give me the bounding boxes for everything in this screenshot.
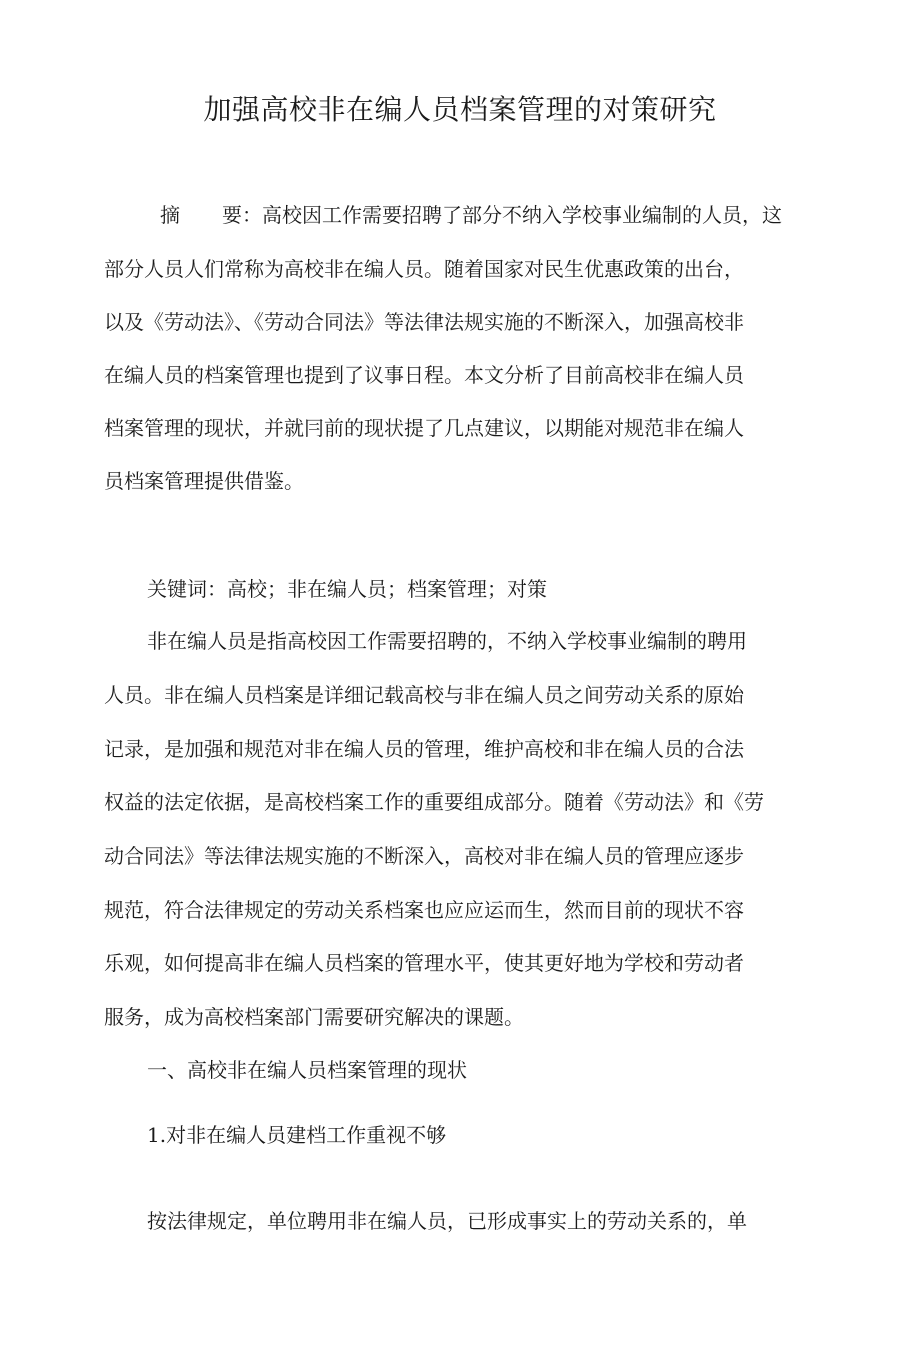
abstract-label-first: 摘 [160, 203, 180, 227]
abstract-line-5: 档案管理的现状，并就冃前的现状提了几点建议，以期能对规范非在编人 [104, 416, 744, 440]
abstract-first-line [160, 200, 782, 230]
body-paragraph-line: 按法律规定，单位聘用非在编人员，已形成事实上的劳动关系的，单 [147, 1209, 747, 1233]
document-title: 加强高校非在编人员档案管理的对策研究 [203, 93, 717, 126]
intro-line-4: 权益的法定依据，是高校档案工作的重要组成部分。随着《劳动法》和《劳 [104, 790, 764, 814]
abstract-label-second: 要： [222, 203, 262, 227]
intro-line-6: 规范，符合法律规定的劳动关系档案也应应运而生，然而目前的现状不容 [104, 898, 744, 922]
abstract-line-4: 在编人员的档案管理也提到了议事日程。本文分析了目前高校非在编人员 [104, 363, 744, 387]
abstract-line-2: 部分人员人们常称为高校非在编人员。随着国家对民生优惠政策的出台， [104, 257, 744, 281]
subsection-heading: 1.对非在编人员建档工作重视不够 [147, 1123, 447, 1147]
section-heading: 一、高校非在编人员档案管理的现状 [147, 1058, 467, 1082]
intro-line-8: 服务，成为高校档案部门需要研究解决的课题。 [104, 1005, 524, 1029]
intro-line-3: 记录，是加强和规范对非在编人员的管理，维护高校和非在编人员的合法 [104, 737, 744, 761]
intro-line-1: 非在编人员是指高校因工作需要招聘的，不纳入学校事业编制的聘用 [147, 629, 747, 653]
intro-line-7: 乐观，如何提高非在编人员档案的管理水平，使其更好地为学校和劳动者 [104, 951, 744, 975]
abstract-line-6: 员档案管理提供借鉴。 [104, 469, 304, 493]
abstract-line-3: 以及《劳动法》、《劳动合同法》等法律法规实施的不断深入，加强高校非 [104, 310, 744, 334]
intro-line-5: 动合同法》等法律法规实施的不断深入，高校对非在编人员的管理应逐步 [104, 844, 744, 868]
abstract-line-1: 高校因工作需要招聘了部分不纳入学校事业编制的人员，这 [262, 203, 782, 227]
keywords-line: 关键词：高校；非在编人员；档案管理；对策 [147, 577, 547, 601]
intro-line-2: 人员。非在编人员档案是详细记载高校与非在编人员之间劳动关系的原始 [104, 683, 744, 707]
